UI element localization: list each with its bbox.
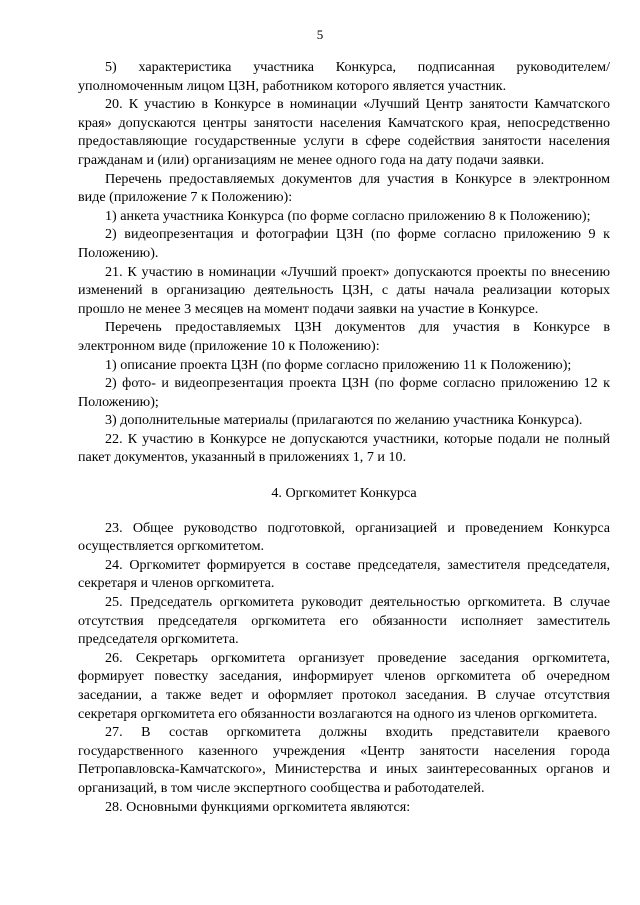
page-number: 5	[316, 27, 324, 42]
paragraph-28: 28. Основными функциями оргкомитета являются:	[105, 798, 411, 815]
paragraph-25: 25. Председатель оргкомитета руководит деятельностью оргкомитета. В случае отсутствия председателя оргкомитета его обязанности исполняет заместитель председателя оргкомитета.	[78, 594, 610, 648]
document-body	[78, 58, 610, 816]
list-item-questionnaire: 1) анкета участника Конкурса (по форме согласно приложению 8 к Положению);	[105, 207, 591, 224]
paragraph-22: 22. К участию в Конкурсе не допускаются участники, которые подали не полный пакет документов, указанный в приложениях 1, 7 и 10.	[78, 430, 610, 466]
paragraph-26: 26. Секретарь оргкомитета организует проведение заседания оргкомитета, формирует повестку заседания, информирует членов оргкомитета об очередном заседании, а также ведет и оформляет протокол заседания. В случае отсутствия секретаря оргкомитета его обязанности возлагаются на одного из членов оргкомитета.	[78, 649, 610, 722]
paragraph-23: 23. Общее руководство подготовкой, организацией и проведением Конкурса осуществляется оргкомитетом.	[78, 519, 610, 555]
paragraph-21: 21. К участию в номинации «Лучший проект» допускаются проекты по внесению изменений в организацию деятельность ЦЗН, с даты начала реализации которых прошло не менее 3 месяцев на момент подачи заявки на участие в Конкурсе.	[78, 263, 610, 317]
paragraph-documents-list-intro: Перечень предоставляемых документов для участия в Конкурсе в электронном виде (приложение 7 к Положению):	[78, 170, 610, 206]
list-item-additional-materials: 3) дополнительные материалы (прилагаются по желанию участника Конкурса).	[105, 412, 583, 429]
list-item-project-description: 1) описание проекта ЦЗН (по форме согласно приложению 11 к Положению);	[105, 356, 572, 373]
paragraph-24: 24. Оргкомитет формируется в составе председателя, заместителя председателя, секретаря и членов оргкомитета.	[78, 556, 610, 592]
list-item-video-presentation: 2) видеопрезентация и фотографии ЦЗН (по форме согласно приложению 9 к Положению).	[78, 226, 610, 261]
paragraph-project-documents-intro: Перечень предоставляемых ЦЗН документов для участия в Конкурсе в электронном виде (приложение 10 к Положению):	[78, 319, 610, 354]
paragraph-27: 27. В состав оргкомитета должны входить представители краевого государственного казенного учреждения «Центр занятости населения города Петропавловска-Камчатского», Министерства и иных заинтересованных органов и организаций, в том числе экспертного сообщества и работодателей.	[78, 724, 610, 796]
list-item-project-presentation: 2) фото- и видеопрезентация проекта ЦЗН (по форме согласно приложению 12 к Положению);	[78, 375, 610, 410]
paragraph-item-5-characteristic: 5) характеристика участника Конкурса, подписанная руководителем/ уполномоченным лицом ЦЗН, работником которого является участник.	[78, 59, 610, 94]
section-heading: 4. Оргкомитет Конкурса	[271, 485, 417, 502]
paragraph-20: 20. К участию в Конкурсе в номинации «Лучший Центр занятости Камчатского края» допускаются центры занятости населения Камчатского края, непосредственно предоставляющие государственные услуги в сфере содействия занятости населения гражданам и (или) организациям не менее одного года на дату подачи заявки.	[78, 96, 610, 168]
